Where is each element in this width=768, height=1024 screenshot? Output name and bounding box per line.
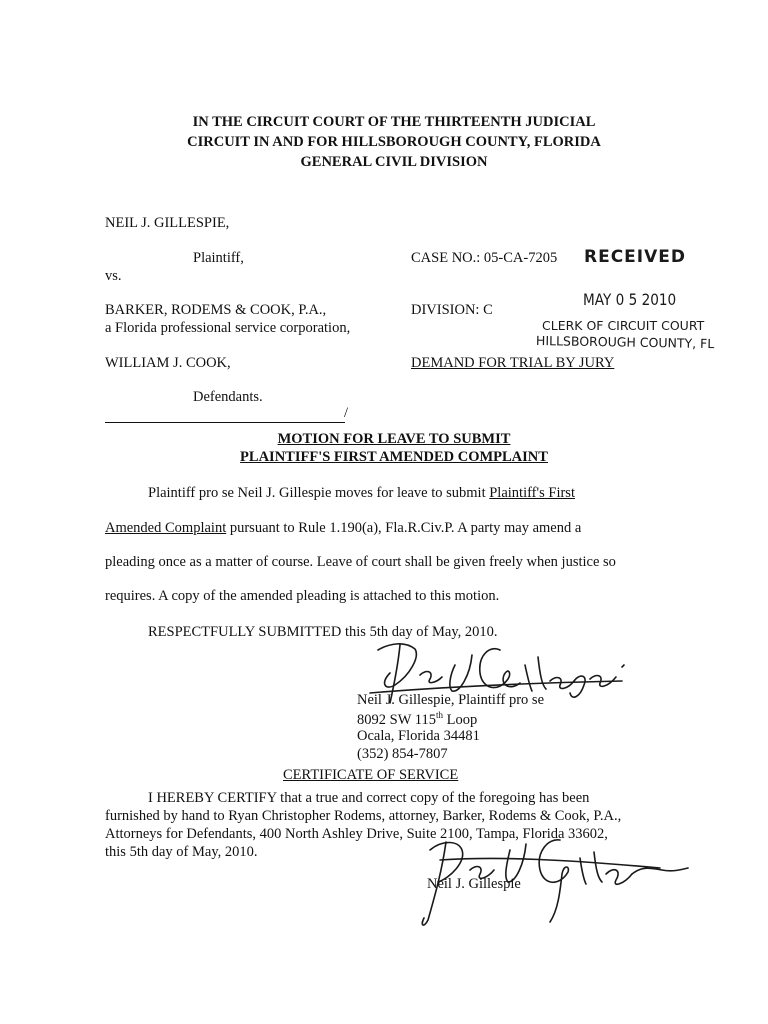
court-header-line3: GENERAL CIVIL DIVISION <box>300 154 488 170</box>
certificate-heading: CERTIFICATE OF SERVICE <box>283 767 459 783</box>
motion-title <box>0 430 768 466</box>
case-number: CASE NO.: 05-CA-7205 <box>411 250 558 266</box>
stamp-date: MAY 0 5 2010 <box>583 290 677 309</box>
plaintiff-name: NEIL J. GILLESPIE, <box>105 215 230 231</box>
stamp-clerk-line1: CLERK OF CIRCUIT COURT <box>542 318 705 333</box>
versus-label: vs. <box>105 268 122 284</box>
amended-complaint-ref-a: Plaintiff's First <box>489 485 575 501</box>
court-header-line2: CIRCUIT IN AND FOR HILLSBOROUGH COUNTY, FLORIDA <box>187 134 601 150</box>
body-line2 <box>105 520 581 537</box>
received-stamp: RECEIVED <box>584 247 686 267</box>
certificate-line3: Attorneys for Defendants, 400 North Ashley Drive, Suite 2100, Tampa, Florida 33602, <box>105 826 608 842</box>
body-line1-text: Plaintiff pro se Neil J. Gillespie moves for leave to submit <box>148 485 490 501</box>
defendant2-name: WILLIAM J. COOK, <box>105 355 231 371</box>
caption-rule <box>105 422 345 423</box>
signer-city: Ocala, Florida 34481 <box>357 728 480 744</box>
body-line4: requires. A copy of the amended pleading is attached to this motion. <box>105 588 500 604</box>
motion-title-line2: PLAINTIFF'S FIRST AMENDED COMPLAINT <box>240 449 548 465</box>
signer-street <box>357 710 477 729</box>
division-label: DIVISION: C <box>411 302 493 318</box>
defendants-role: Defendants. <box>193 389 263 405</box>
signer-phone: (352) 854-7807 <box>357 746 448 762</box>
stamp-clerk-line2: HILLSBOROUGH COUNTY, FL <box>535 333 715 352</box>
signer-name-line: Neil J. Gillespie, Plaintiff pro se <box>357 692 544 708</box>
jury-demand: DEMAND FOR TRIAL BY JURY <box>411 355 615 371</box>
certificate-line4: this 5th day of May, 2010. <box>105 844 258 860</box>
signer-street-number: 8092 SW 115 <box>357 711 436 728</box>
body-line1 <box>148 485 575 502</box>
signer-street-name: Loop <box>442 711 478 728</box>
caption-slash: / <box>344 405 349 421</box>
court-header <box>0 112 768 172</box>
certificate-signer: Neil J. Gillespie <box>427 876 521 892</box>
plaintiff-role: Plaintiff, <box>193 250 244 266</box>
body-line3: pleading once as a matter of course. Leave of court shall be given freely when justice so <box>105 554 616 570</box>
motion-title-line1: MOTION FOR LEAVE TO SUBMIT <box>277 431 511 447</box>
certificate-line1: I HEREBY CERTIFY that a true and correct copy of the foregoing has been <box>148 790 590 806</box>
submitted-line: RESPECTFULLY SUBMITTED this 5th day of May, 2010. <box>148 624 498 640</box>
body-line2-text: pursuant to Rule 1.190(a), Fla.R.Civ.P. A party may amend a <box>226 520 582 536</box>
defendant1-name: BARKER, RODEMS & COOK, P.A., <box>105 302 327 318</box>
certificate-line2: furnished by hand to Ryan Christopher Rodems, attorney, Barker, Rodems & Cook, P.A., <box>105 808 622 824</box>
defendant1-description: a Florida professional service corporation, <box>105 320 351 336</box>
amended-complaint-ref-b: Amended Complaint <box>105 520 227 536</box>
court-header-line1: IN THE CIRCUIT COURT OF THE THIRTEENTH JUDICIAL <box>192 114 596 130</box>
signer-street-suffix: th <box>435 710 443 720</box>
